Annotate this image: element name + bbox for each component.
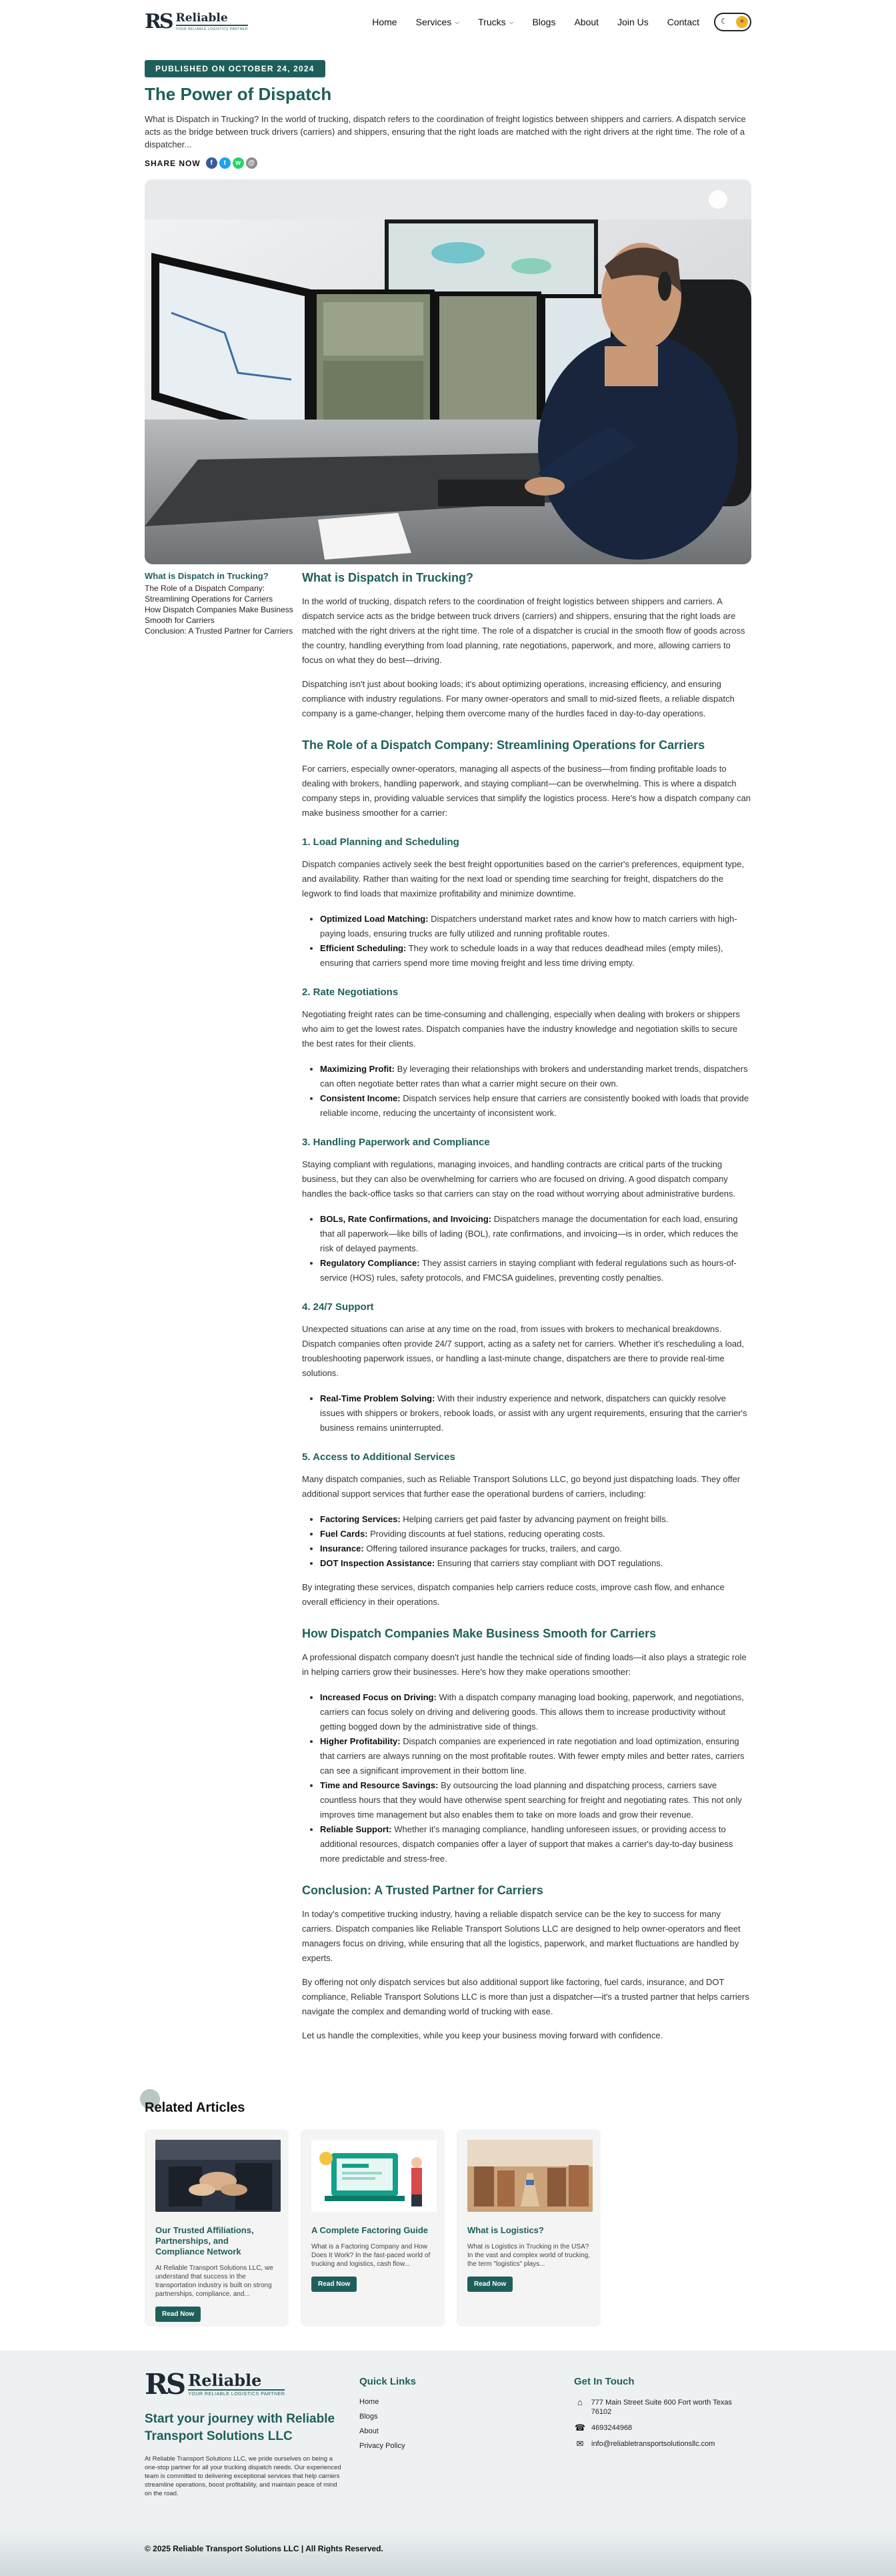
list-item-label: Efficient Scheduling: (320, 943, 407, 953)
list-item (320, 1778, 751, 1822)
paragraph: Unexpected situations can arise at any time on the road, from issues with brokers to mechanical breakdowns. Dispatch companies often provide 24/7 support, acting as a safety net for carriers. Whether it's rescheduling a load, troubleshooting paperwork issues, or handling a last-minute change, dispatchers are there to provide real-time solutions. (302, 1324, 744, 1378)
read-now-button[interactable]: Read Now (311, 2277, 357, 2292)
footer-contact (574, 2371, 751, 2498)
read-now-button[interactable]: Read Now (155, 2307, 201, 2322)
list-item (320, 1527, 751, 1541)
bullet-list (320, 1062, 751, 1121)
nav-trucks-label: Trucks (478, 17, 506, 27)
nav-trucks[interactable] (478, 17, 513, 27)
toc-item-conclusion[interactable]: Conclusion: A Trusted Partner for Carriers (145, 626, 293, 636)
subsection-heading: 3. Handling Paperwork and Compliance (302, 1137, 490, 1148)
chevron-down-icon: ⌵ (509, 18, 514, 25)
list-item-text: Dispatch services help ensure that carriers are consistently booked with loads that provide reliable income, reducing the uncertainty of inconsistent work. (320, 1093, 749, 1118)
mail-icon: ✉ (576, 2439, 584, 2449)
list-item-text: With a dispatch company managing load booking, paperwork, and negotiations, carriers can focus solely on driving and delivering goods. This allows them to increase productivity without getting bogged down by the administrative side of things. (320, 1692, 744, 1732)
chevron-down-icon: ⌵ (455, 18, 460, 25)
contact-heading: Get In Touch (574, 2376, 635, 2387)
share-bar (145, 157, 751, 169)
card-image-factoring (311, 2140, 437, 2212)
list-item-text: Dispatchers understand market rates and know how to match carriers with high-paying loads, ensuring trucks are fully utilized and running profitable routes. (320, 914, 737, 938)
list-item-text: By outsourcing the load planning and dispatching process, carriers save countless hours that they would have otherwise spent searching for freight and negotiating rates. This not only improves time management but also enables them to take on more loads and grow their revenue. (320, 1780, 742, 1820)
nav-blogs-label: Blogs (532, 17, 556, 27)
list-item-text: Offering tailored insurance packages for trucks, trailers, and cargo. (363, 1543, 622, 1553)
list-item (320, 1734, 751, 1778)
whatsapp-icon[interactable]: w (233, 157, 244, 169)
email-icon[interactable]: @ (246, 157, 257, 169)
list-item (320, 1212, 751, 1256)
published-date-badge: PUBLISHED ON OCTOBER 24, 2024 (145, 60, 325, 77)
footer-link-about[interactable]: About (359, 2427, 379, 2435)
card-title: What is Logistics? (467, 2225, 544, 2235)
card-desc: At Reliable Transport Solutions LLC, we understand that success in the transportation industry is built on strong partnerships, compliance, and... (155, 2265, 273, 2298)
list-item-label: DOT Inspection Assistance: (320, 1558, 435, 1568)
paragraph: By integrating these services, dispatch companies help carriers reduce costs, improve cash flow, and enhance overall efficiency in their operations. (302, 1582, 725, 1607)
list-item-label: Insurance: (320, 1543, 364, 1553)
nav-blogs[interactable] (532, 17, 555, 27)
logo-tagline: YOUR RELIABLE LOGISTICS PARTNER (175, 27, 248, 31)
list-item (320, 941, 751, 971)
paragraph: Negotiating freight rates can be time-consuming and challenging, especially when dealing with brokers or shippers who aim to get the lowest rates. Dispatch companies have the industry knowledge and negotiation skills to secure the best rates for their clients. (302, 1009, 740, 1049)
paragraph: Let us handle the complexities, while you keep your business moving forward with confidence. (302, 2030, 663, 2040)
nav-about-label: About (574, 17, 599, 27)
site-logo[interactable] (145, 9, 248, 35)
table-of-contents (145, 571, 302, 2052)
nav-services[interactable] (416, 17, 460, 27)
footer-link-privacy-policy[interactable]: Privacy Policy (359, 2442, 405, 2450)
related-card[interactable] (145, 2129, 289, 2327)
card-title: A Complete Factoring Guide (311, 2225, 429, 2235)
list-item-label: Consistent Income: (320, 1093, 401, 1103)
card-desc: What is a Factoring Company and How Does It Work? In the fast-paced world of trucking and logistics, cash flow... (311, 2243, 431, 2268)
nav-contact-label: Contact (667, 17, 699, 27)
list-item-text: By leveraging their relationships with brokers and understanding market trends, dispatchers can often negotiate better rates than what a carrier might secure on their own. (320, 1064, 748, 1089)
list-item-text: Helping carriers get paid faster by advancing payment on freight bills. (400, 1514, 669, 1524)
nav-contact[interactable] (667, 17, 699, 27)
list-item-text: Whether it's managing compliance, handling unforeseen issues, or providing access to additional resources, dispatch companies offer a layer of support that makes a carrier's day-to-day business more predictable and stress-free. (320, 1824, 733, 1864)
contact-email[interactable] (574, 2439, 751, 2449)
list-item-text: They assist carriers in staying compliant with federal regulations such as hours-of-service (HOS) rules, safety protocols, and FMCSA guidelines, preventing costly penalties. (320, 1258, 737, 1283)
paragraph: In today's competitive trucking industry, having a reliable dispatch service can be the key to success for many carriers. Dispatch companies like Reliable Transport Solutions LLC are designed to help owner-operators and fleet managers focus on driving, while ensuring that all the logistics, paperwork, and market fluctuations are handled by experts. (302, 1909, 741, 1963)
list-item (320, 1062, 751, 1091)
footer-quick-links (359, 2371, 574, 2498)
theme-toggle[interactable] (714, 13, 751, 31)
footer-description: At Reliable Transport Solutions LLC, we pride ourselves on being a one-stop partner for all your trucking dispatch needs. Our experienced team is committed to delivering exceptional services that help carriers streamline operations, boost profitability, and maintain peace of mind on the road. (145, 2455, 341, 2497)
list-item (320, 1256, 751, 1285)
nav-about[interactable] (574, 17, 599, 27)
list-item-label: Real-Time Problem Solving: (320, 1393, 435, 1403)
sun-icon: ☀ (736, 16, 748, 28)
quick-links-heading: Quick Links (359, 2376, 417, 2387)
list-item (320, 912, 751, 941)
list-item-text: Dispatch companies are experienced in rate negotiation and load optimization, ensuring that carriers are always running on the most profitable routes. With fewer empty miles and better rates, carriers can see a significant improvement in their bottom line. (320, 1736, 745, 1776)
address-text: 777 Main Street Suite 600 Fort worth Texas 76102 (591, 2399, 733, 2416)
related-cards (145, 2129, 751, 2327)
nav-home-label: Home (372, 17, 397, 27)
hero-image-dispatcher (145, 179, 751, 564)
section-heading: Conclusion: A Trusted Partner for Carriers (302, 1884, 543, 1897)
logo-text (176, 13, 248, 31)
section-heading: What is Dispatch in Trucking? (302, 571, 474, 584)
footer-about (145, 2368, 359, 2498)
list-item-label: Factoring Services: (320, 1514, 401, 1524)
twitter-icon[interactable]: t (219, 157, 231, 169)
list-item-label: Reliable Support: (320, 1824, 392, 1834)
list-item-text: Providing discounts at fuel stations, reducing operating costs. (367, 1529, 605, 1539)
bullet-list (320, 1391, 751, 1435)
card-desc: What is Logistics in Trucking in the USA? In the vast and complex world of trucking, the term "logistics" plays... (467, 2243, 590, 2268)
list-item (320, 1822, 751, 1866)
related-card[interactable] (301, 2129, 445, 2327)
moon-icon: ☾ (721, 17, 728, 26)
list-item (320, 1556, 751, 1571)
list-item (320, 1391, 751, 1435)
paragraph: Dispatching isn't just about booking loads; it's about optimizing operations, increasing efficiency, and ensuring compliance with industry regulations. For many owner-operators and small to mid-sized fleets, a reliable dispatch company is a game-changer, helping them overcome many of the hurdles faced in day-to-day operations. (302, 679, 735, 718)
nav-join-us-label: Join Us (617, 17, 649, 27)
bullet-list (320, 912, 751, 971)
toc-item-how[interactable]: How Dispatch Companies Make Business Smooth for Carriers (145, 605, 293, 625)
toc-item-role[interactable]: The Role of a Dispatch Company: Streamlining Operations for Carriers (145, 584, 273, 604)
read-now-button[interactable]: Read Now (467, 2277, 513, 2292)
related-card[interactable] (457, 2129, 601, 2327)
logo-word: Reliable (176, 13, 248, 26)
site-header (145, 0, 751, 44)
related-title: Related Articles (145, 2100, 245, 2115)
paragraph: Dispatch companies actively seek the best freight opportunities based on the carrier's preferences, equipment type, and availability. Rather than waiting for the next load or spending time searching for freight, dispatchers do the legwork to find loads that maximize profitability and minimize downtime. (302, 859, 744, 898)
facebook-icon[interactable]: f (206, 157, 217, 169)
list-item-text: With their industry experience and network, dispatchers can quickly resolve issues with shippers or brokers, rebook loads, or assist with any urgent requirements, ensuring that the carrier's business remains uninterrupted. (320, 1393, 747, 1433)
card-title: Our Trusted Affiliations, Partnerships, and Compliance Network (155, 2225, 254, 2257)
footer-logo[interactable] (145, 2368, 359, 2401)
section-heading: How Dispatch Companies Make Business Smooth for Carriers (302, 1627, 657, 1640)
email-text: info@reliabletransportsolutionsllc.com (591, 2440, 715, 2448)
bullet-list (320, 1212, 751, 1285)
post-content (145, 571, 751, 2052)
list-item-label: Regulatory Compliance: (320, 1258, 420, 1268)
subsection-heading: 5. Access to Additional Services (302, 1451, 455, 1463)
list-item-label: Higher Profitability: (320, 1736, 401, 1746)
site-footer (0, 2351, 896, 2576)
contact-phone[interactable] (574, 2423, 751, 2433)
bullet-list (320, 1512, 751, 1571)
list-item-text: Ensuring that carriers stay compliant with DOT regulations. (435, 1558, 663, 1568)
copyright-bar (0, 2528, 896, 2576)
nav-join-us[interactable] (617, 17, 649, 27)
nav-services-label: Services (415, 17, 452, 27)
toc-item-what-is-dispatch[interactable]: What is Dispatch in Trucking? (145, 571, 269, 581)
card-image-handshake (155, 2140, 281, 2212)
logo-word: Reliable (188, 2373, 285, 2391)
logo-mark: RS (145, 2368, 185, 2401)
list-item (320, 1512, 751, 1527)
post-excerpt: What is Dispatch in Trucking? In the world of trucking, dispatch refers to the coordination of freight logistics between shippers and carriers. A dispatch service acts as the bridge between truck drivers (carriers) and shippers, ensuring that the right loads are matched with the right drivers at the right time. The role of a dispatcher... (145, 114, 746, 149)
section-heading: The Role of a Dispatch Company: Streamlining Operations for Carriers (302, 738, 705, 752)
list-item (320, 1541, 751, 1556)
share-label: SHARE NOW (145, 158, 201, 168)
list-item-label: BOLs, Rate Confirmations, and Invoicing: (320, 1214, 492, 1224)
list-item-text: Dispatchers manage the documentation for each load, ensuring that all paperwork—like bills of lading (BOL), rate confirmations, and invoicing—is in order, which reduces the risk of delayed payments. (320, 1214, 739, 1253)
list-item-label: Increased Focus on Driving: (320, 1692, 437, 1702)
bullet-list (320, 1690, 751, 1866)
contact-address (574, 2398, 751, 2417)
subsection-heading: 4. 24/7 Support (302, 1301, 374, 1313)
paragraph: For carriers, especially owner-operators, managing all aspects of the business—from finding profitable loads to dealing with brokers, handling paperwork, and staying compliant—can be overwhelming. This is where a dispatch company steps in, providing valuable services that simplify the logistics process. Here's how a dispatch company can make business smoother for a carrier: (302, 764, 751, 818)
card-image-warehouse (467, 2140, 593, 2212)
home-icon: ⌂ (577, 2397, 583, 2407)
paragraph: A professional dispatch company doesn't just handle the technical side of finding loads—it also plays a strategic role in helping carriers grow their businesses. Here's how they make operations smoother: (302, 1652, 747, 1677)
list-item-text: They work to schedule loads in a way that reduces deadhead miles (empty miles), ensuring that carriers spend more time moving freight and less time driving empty. (320, 943, 723, 968)
nav-home[interactable] (372, 17, 397, 27)
list-item (320, 1091, 751, 1121)
related-articles (145, 2100, 751, 2327)
subsection-heading: 2. Rate Negotiations (302, 987, 399, 998)
logo-tagline: YOUR RELIABLE LOGISTICS PARTNER (188, 2392, 285, 2397)
logo-mark: RS (145, 10, 172, 33)
paragraph: By offering not only dispatch services but also additional support like factoring, fuel cards, insurance, and DOT compliance, Reliable Transport Solutions LLC is more than just a dispatcher—it's a trusted partner that helps carriers navigate the complex and demanding world of trucking with ease. (302, 1977, 749, 2016)
paragraph: Many dispatch companies, such as Reliable Transport Solutions LLC, go beyond just dispatching loads. They offer additional support services that further ease the operational burdens of carriers, including: (302, 1474, 741, 1499)
main-nav (353, 13, 751, 31)
footer-title: Start your journey with Reliable Transport Solutions LLC (145, 2412, 335, 2443)
list-item-label: Time and Resource Savings: (320, 1780, 439, 1790)
subsection-heading: 1. Load Planning and Scheduling (302, 836, 459, 848)
copyright-text: © 2025 Reliable Transport Solutions LLC | All Rights Reserved. (145, 2544, 383, 2553)
paragraph: Staying compliant with regulations, managing invoices, and handling contracts are critical parts of the trucking business, but they can also be overwhelming for carriers who are focused on driving. A good dispatch company handles the back-office tasks so that carriers can stay on the road without worrying about administrative burdens. (302, 1159, 736, 1199)
article-body (302, 571, 751, 2052)
list-item (320, 1690, 751, 1734)
paragraph: In the world of trucking, dispatch refers to the coordination of freight logistics between shippers and carriers. A dispatch service acts as the bridge between truck drivers (carriers) and shippers, ensuring that the right loads are matched with the right drivers at the right time. The role of a dispatcher is crucial in the smooth flow of goods across the country, handling everything from load planning, rate negotiations, paperwork, and more, allowing carriers to focus on what they do best—driving. (302, 596, 745, 665)
footer-link-blogs[interactable]: Blogs (359, 2413, 378, 2421)
page-title: The Power of Dispatch (145, 84, 332, 104)
dispatcher-illustration (145, 179, 751, 564)
list-item-label: Fuel Cards: (320, 1529, 368, 1539)
phone-icon: ☎ (574, 2423, 586, 2433)
footer-link-home[interactable]: Home (359, 2398, 379, 2406)
list-item-label: Maximizing Profit: (320, 1064, 395, 1074)
logo-text (188, 2373, 285, 2397)
list-item-label: Optimized Load Matching: (320, 914, 429, 924)
phone-text: 4693244968 (591, 2424, 633, 2432)
